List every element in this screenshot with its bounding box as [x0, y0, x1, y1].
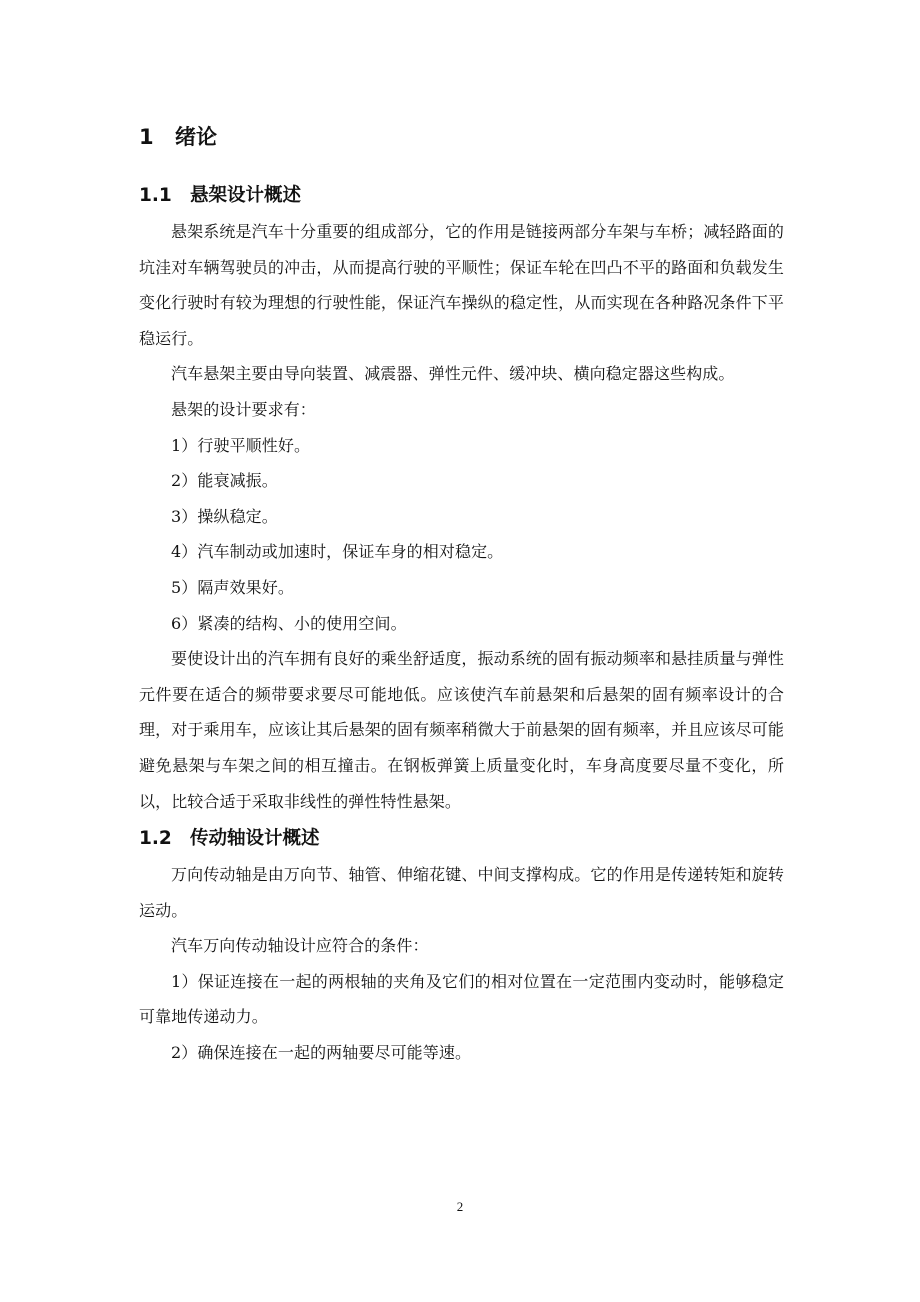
paragraph: 万向传动轴是由万向节、轴管、伸缩花键、中间支撑构成。它的作用是传递转矩和旋转运动。	[139, 865, 784, 920]
list-item: 6）紧凑的结构、小的使用空间。	[171, 613, 407, 633]
list-item: 1）行驶平顺性好。	[171, 435, 311, 455]
section-number: 1.1	[139, 185, 172, 206]
list-item: 5）隔声效果好。	[171, 577, 294, 597]
chapter-heading	[139, 118, 784, 156]
list-item: 3）操纵稳定。	[171, 506, 278, 526]
section-title: 传动轴设计概述	[190, 828, 320, 850]
section-heading-1-1	[139, 178, 784, 214]
paragraph: 悬架系统是汽车十分重要的组成部分，它的作用是链接两部分车架与车桥；减轻路面的坑洼对车辆驾驶员的冲击，从而提高行驶的平顺性；保证车轮在凹凸不平的路面和负载发生变化行驶时有较为理想的行驶性能，保证汽车操纵的稳定性，从而实现在各种路况条件下平稳运行。	[139, 222, 784, 348]
section-number: 1.2	[139, 828, 172, 850]
section-title: 悬架设计概述	[190, 185, 302, 206]
section-heading-1-2	[139, 821, 784, 857]
list-item: 2）能衰减振。	[171, 471, 278, 491]
list-item: 2）确保连接在一起的两轴要尽可能等速。	[171, 1043, 472, 1063]
chapter-title: 绪论	[175, 125, 217, 149]
paragraph: 汽车悬架主要由导向装置、减震器、弹性元件、缓冲块、横向稳定器这些构成。	[171, 364, 735, 384]
page-body	[139, 118, 784, 1071]
chapter-number: 1	[139, 125, 154, 149]
page-number: 2	[456, 1199, 464, 1214]
list-item: 4）汽车制动或加速时，保证车身的相对稳定。	[171, 542, 504, 562]
paragraph: 悬架的设计要求有：	[171, 399, 316, 419]
paragraph: 汽车万向传动轴设计应符合的条件：	[171, 936, 429, 956]
list-item: 1）保证连接在一起的两根轴的夹角及它们的相对位置在一定范围内变动时，能够稳定可靠地传递动力。	[139, 971, 784, 1027]
paragraph: 要使设计出的汽车拥有良好的乘坐舒适度，振动系统的固有振动频率和悬挂质量与弹性元件要在适合的频带要求要尽可能地低。应该使汽车前悬架和后悬架的固有频率设计的合理，对于乘用车，应该让其后悬架的固有频率稍微大于前悬架的固有频率，并且应该尽可能避免悬架与车架之间的相互撞击。在钢板弹簧上质量变化时，车身高度要尽量不变化，所以，比较合适于采取非线性的弹性特性悬架。	[139, 649, 784, 811]
